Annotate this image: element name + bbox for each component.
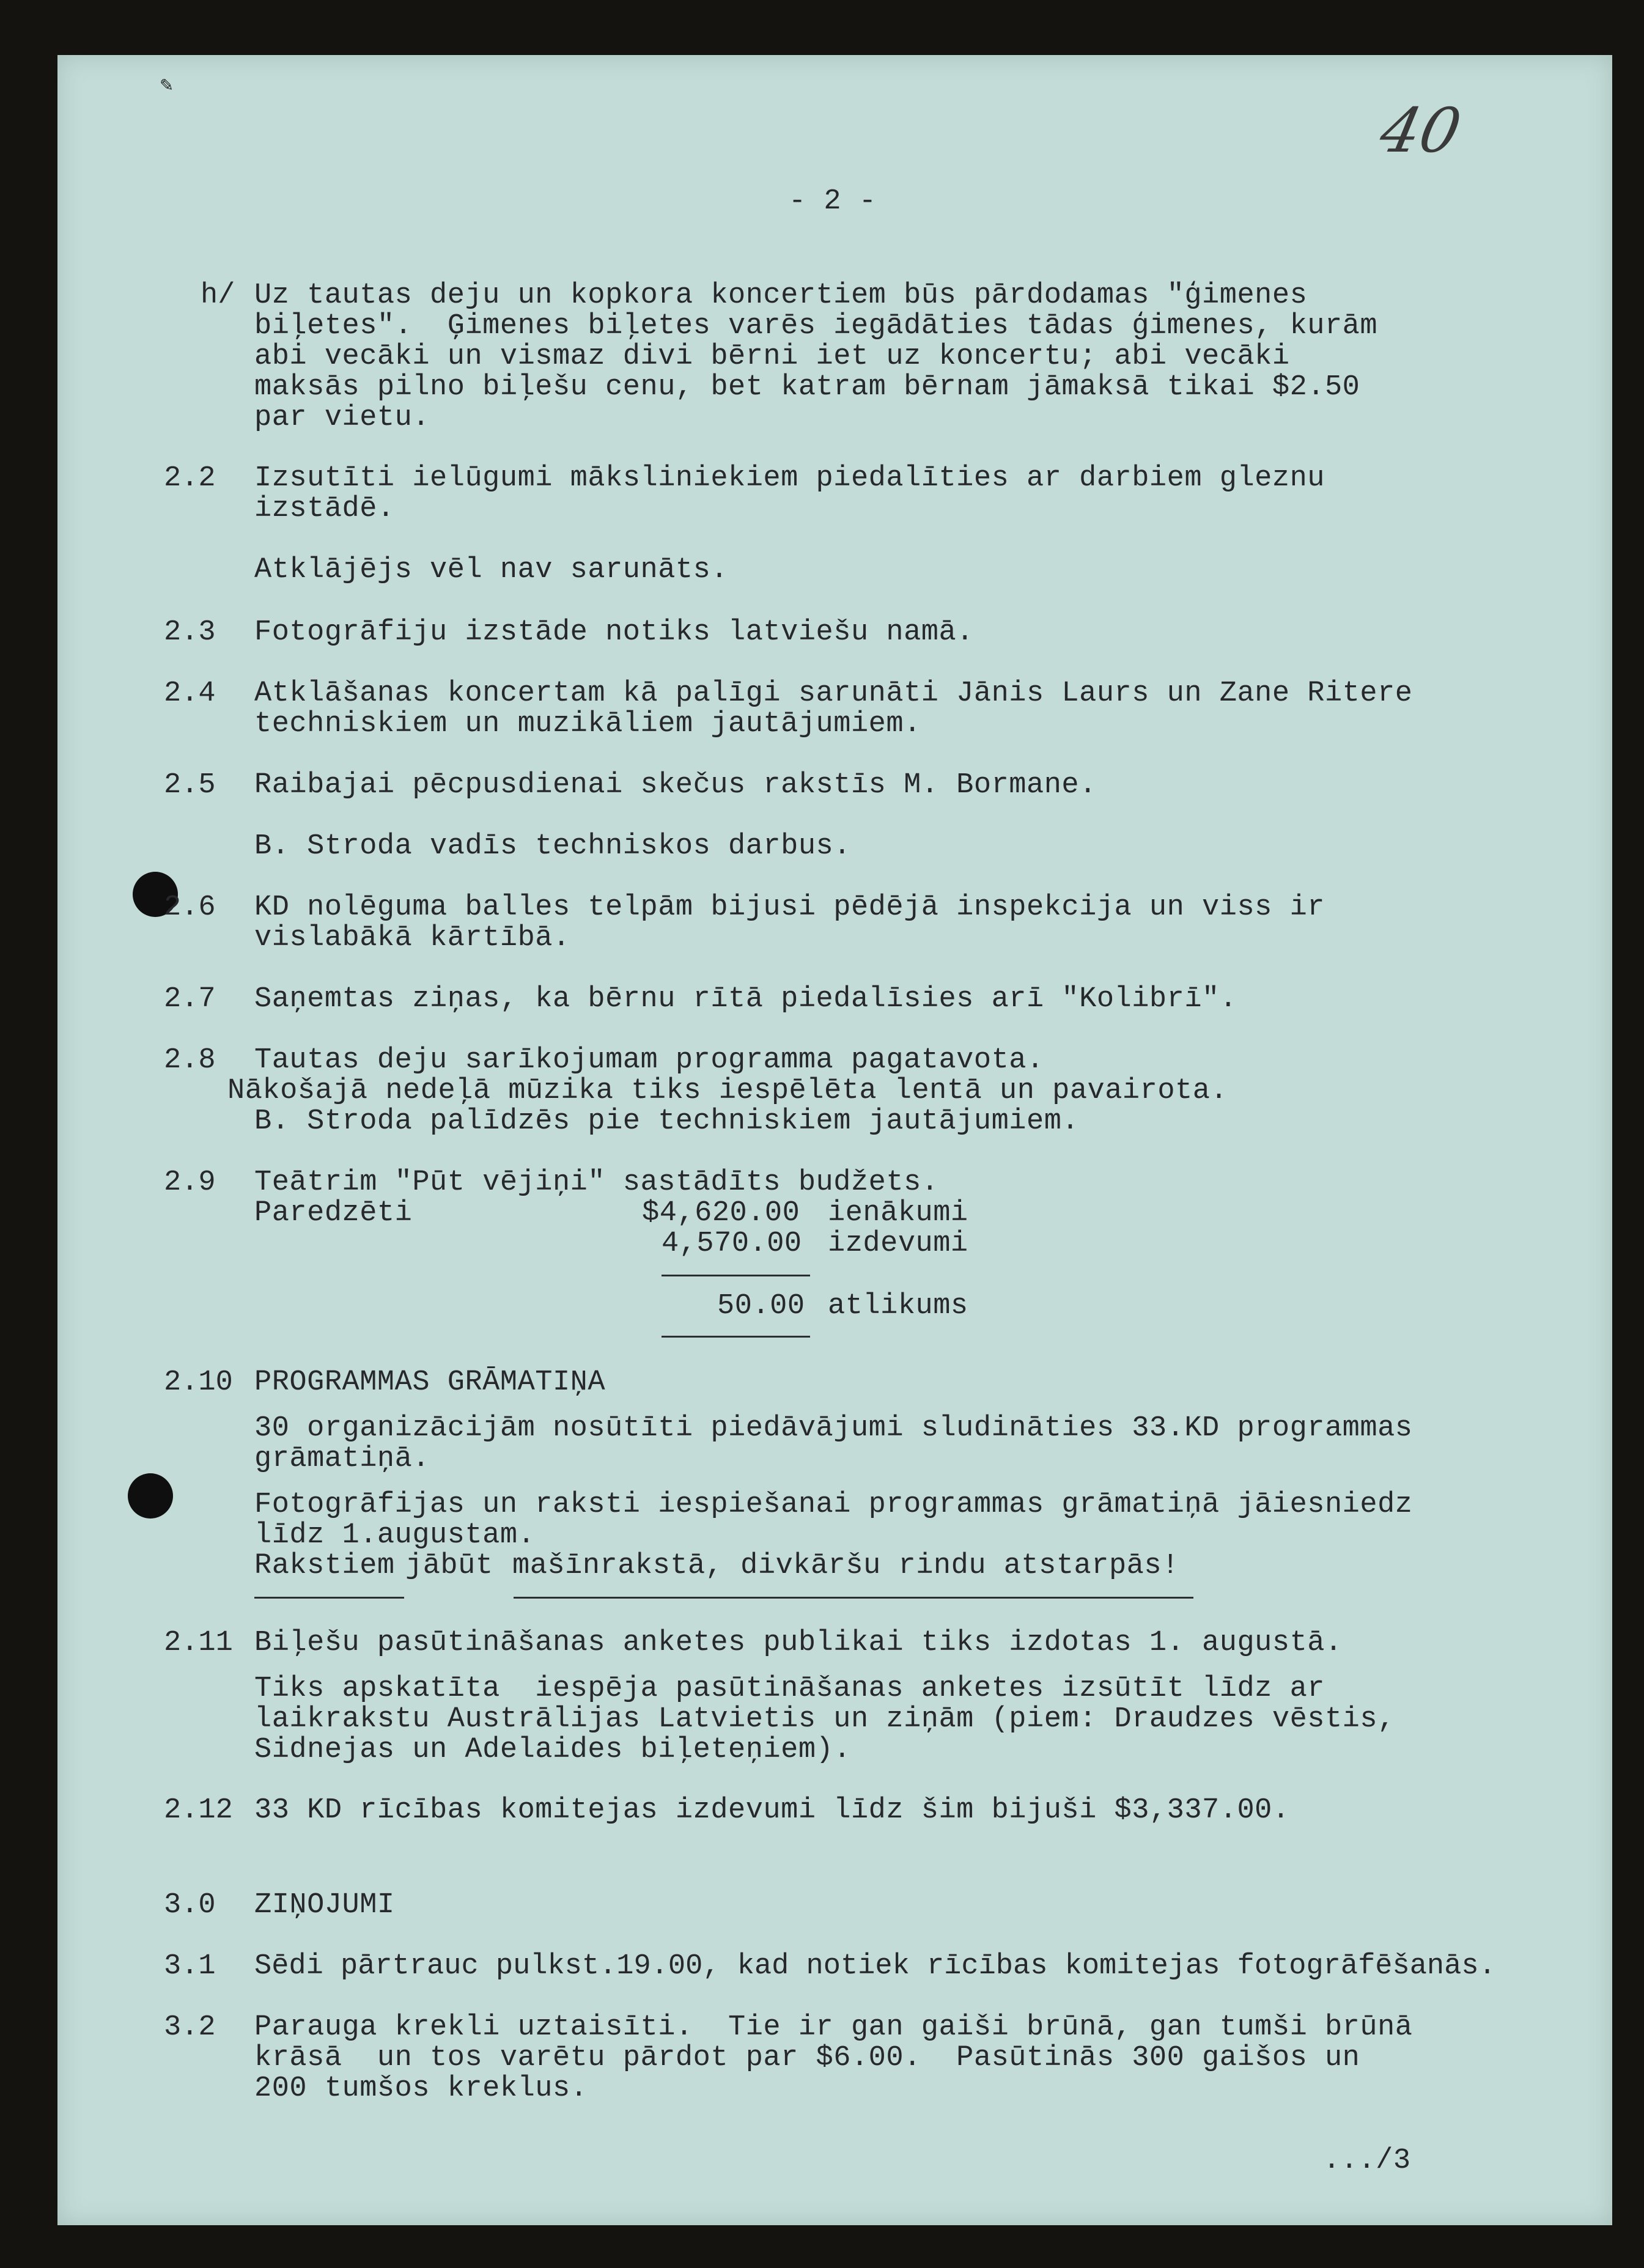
item-line: 30 organizācijām nosūtīti piedāvājumi sludināties 33.KD programmas (254, 1412, 1413, 1445)
item-label: 2.12 (164, 1794, 233, 1827)
item-label: 3.0 (164, 1889, 216, 1921)
budget-balance-label: atlikums (828, 1290, 968, 1322)
item-label: 2.6 (164, 891, 216, 924)
budget-income-label: ienākumi (828, 1197, 968, 1229)
budget-expense-amount: 4,570.00 (662, 1228, 802, 1260)
item-label: 2.9 (164, 1166, 216, 1199)
item-label: 2.8 (164, 1044, 216, 1077)
item-line: Sidnejas un Adelaides biļeteņiem). (254, 1734, 851, 1766)
item-line: grāmatiņā. (254, 1443, 430, 1475)
item-line: Atklājējs vēl nav sarunāts. (254, 554, 729, 586)
page-number: - 2 - (789, 185, 877, 218)
section-title: ZIŅOJUMI (254, 1889, 395, 1921)
item-line: izstādē. (254, 493, 395, 525)
item-line: Parauga krekli uztaisīti. Tie ir gan gaiši brūnā, gan tumši brūnā (254, 2011, 1413, 2044)
item-line: vislabākā kārtībā. (254, 922, 570, 954)
item-line: Raibajai pēcpusdienai skečus rakstīs M. Bormane. (254, 769, 1097, 801)
item-line: Tiks apskatīta iespēja pasūtināšanas anketes izsūtīt līdz ar (254, 1673, 1325, 1705)
item-label: 2.2 (164, 462, 216, 495)
item-label: 2.7 (164, 983, 216, 1015)
item-line: Uz tautas deju un kopkora koncertiem būs pārdodamas "ģimenes (254, 279, 1308, 312)
underline (254, 1597, 404, 1599)
corner-page-number: 40 (1374, 95, 1467, 166)
item-line: Fotogrāfijas un raksti iespiešanai programmas grāmatiņā jāiesniedz (254, 1489, 1413, 1521)
item-line: Fotogrāfiju izstāde notiks latviešu namā. (254, 616, 974, 649)
item-label: 2.5 (164, 769, 216, 801)
budget-income-amount: $4,620.00 (642, 1197, 800, 1229)
continuation-marker: .../3 (1323, 2145, 1411, 2177)
item-label: 2.4 (164, 677, 216, 710)
stain-mark-icon: ✎ (160, 75, 173, 98)
item-label: h/ (201, 279, 235, 312)
budget-planned-label: Paredzēti (254, 1197, 413, 1229)
item-line: Izsutīti ielūgumi māksliniekiem piedalīties ar darbiem gleznu (254, 462, 1325, 495)
underlined-text: Rakstiem (254, 1550, 395, 1582)
item-line: KD nolēguma balles telpām bijusi pēdējā inspekcija un viss ir (254, 891, 1325, 924)
budget-expense-label: izdevumi (828, 1228, 968, 1260)
item-label: 2.3 (164, 616, 216, 649)
item-label: 2.10 (164, 1366, 233, 1399)
item-line: B. Stroda palīdzēs pie techniskiem jautājumiem. (254, 1105, 1080, 1138)
item-line: biļetes". Ģimenes biļetes varēs iegādāties tādas ģimenes, kurām (254, 310, 1378, 342)
item-label: 2.11 (164, 1627, 233, 1659)
underlined-text: mašīnrakstā, divkāršu rindu atstarpās! (512, 1550, 1179, 1582)
item-line: techniskiem un muzikāliem jautājumiem. (254, 708, 921, 740)
budget-title: Teātrim "Pūt vējiņi" sastādīts budžets. (254, 1166, 939, 1199)
item-line: B. Stroda vadīs techniskos darbus. (254, 830, 851, 863)
item-line: Nākošajā nedeļā mūzika tiks iespēlēta lentā un pavairota. (227, 1075, 1228, 1107)
item-line: Saņemtas ziņas, ka bērnu rītā piedalīsies arī "Kolibrī". (254, 983, 1237, 1015)
item-label: 3.2 (164, 2011, 216, 2044)
item-line: līdz 1.augustam. (254, 1519, 536, 1552)
item-line: 200 tumšos kreklus. (254, 2072, 588, 2105)
item-line: laikrakstu Austrālijas Latvietis un ziņām (piem: Draudzes vēstis, (254, 1703, 1395, 1736)
sum-rule (662, 1336, 810, 1338)
item-line: Tautas deju sarīkojumam programma pagatavota. (254, 1044, 1044, 1077)
item-line: maksās pilno biļešu cenu, bet katram bērnam jāmaksā tikai $2.50 (254, 371, 1360, 403)
sum-rule (662, 1275, 810, 1276)
punch-hole-icon (128, 1473, 173, 1519)
item-line: Atklāšanas koncertam kā palīgi sarunāti Jānis Laurs un Zane Ritere (254, 677, 1413, 710)
item-line: Biļešu pasūtināšanas anketes publikai tiks izdotas 1. augustā. (254, 1627, 1343, 1659)
item-line: 33 KD rīcības komitejas izdevumi līdz šim bijuši $3,337.00. (254, 1794, 1290, 1827)
item-line: abi vecāki un vismaz divi bērni iet uz koncertu; abi vecāki (254, 341, 1290, 373)
item-line: par vietu. (254, 402, 430, 434)
item-label: 3.1 (164, 1950, 216, 1983)
item-line: Sēdi pārtrauc pulkst.19.00, kad notiek rīcības komitejas fotogrāfēšanās. (254, 1950, 1496, 1983)
underline (514, 1597, 1193, 1599)
section-title: PROGRAMMAS GRĀMATIŅA (254, 1366, 606, 1399)
budget-balance-amount: 50.00 (717, 1290, 805, 1322)
item-line: krāsā un tos varētu pārdot par $6.00. Pasūtinās 300 gaišos un (254, 2042, 1360, 2074)
item-line: jābūt (405, 1550, 493, 1582)
